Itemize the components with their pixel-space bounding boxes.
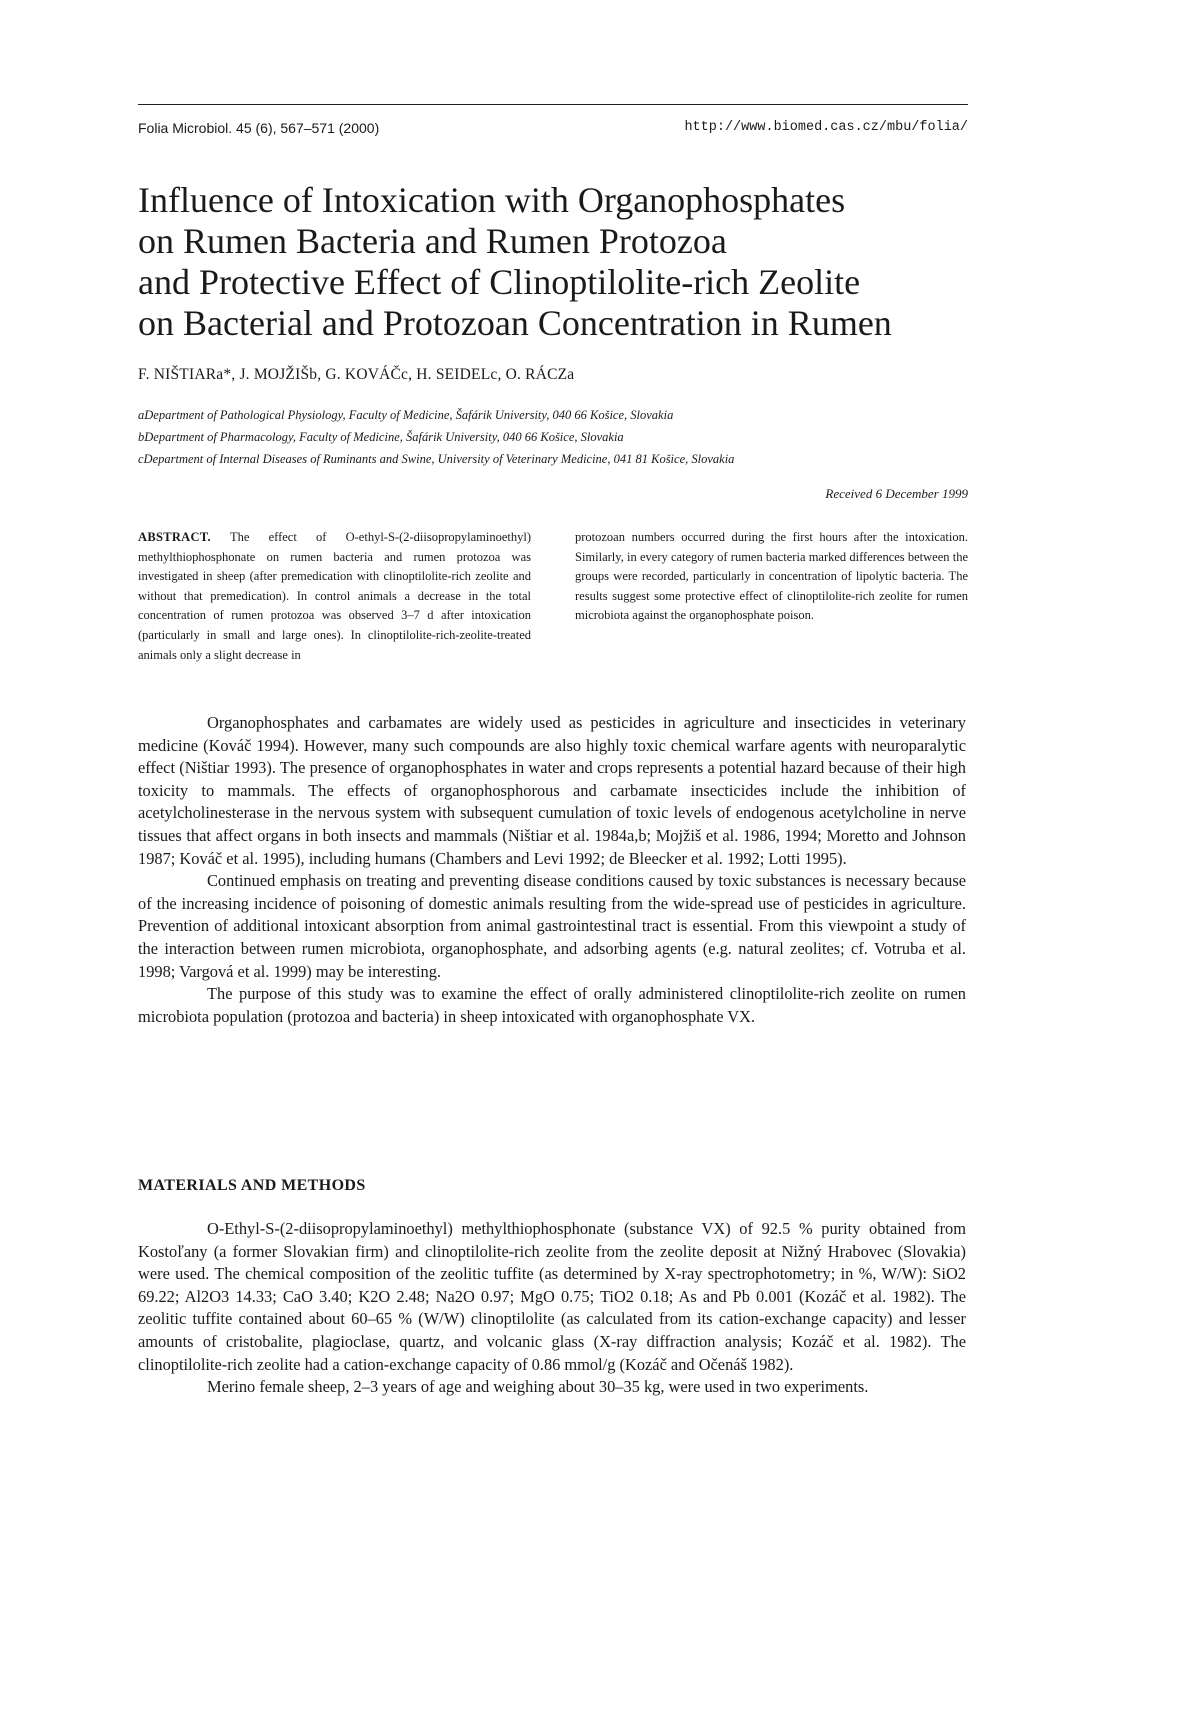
abstract-label: ABSTRACT. — [138, 530, 211, 544]
journal-citation: Folia Microbiol. 45 (6), 567–571 (2000) — [138, 120, 380, 136]
author-list: F. NIŠTIARa*, J. MOJŽIŠb, G. KOVÁČc, H. SEIDELc, O. RÁCZa — [138, 366, 575, 383]
body-paragraph: Organophosphates and carbamates are widely used as pesticides in agriculture and insecticides in veterinary medicine (Kováč 1994). However, many such compounds are also highly toxic chemical warfare agents with neuroparalytic effect (Ništiar 1993). The presence of organophosphates in water and crops represents a potential hazard because of their high toxicity to mammals. The effects of organophosphorous and carbamate insecticides include the inhibition of acetylcholinesterase in the nervous system with subsequent cumulation of toxic levels of endogenous acetylcholine in nerve tissues that affect organs in both insects and mammals (Ništiar et al. 1984a,b; Mojžiš et al. 1986, 1994; Moretto and Johnson 1987; Kováč et al. 1995), including humans (Chambers and Levi 1992; de Bleecker et al. 1992; Lotti 1995). — [138, 713, 966, 868]
body-paragraph: The purpose of this study was to examine the effect of orally administered clinoptilolite-rich zeolite on rumen microbiota population (protozoa and bacteria) in sheep intoxicated with organophosphate VX. — [138, 984, 966, 1026]
affiliations — [138, 404, 978, 470]
title-line: on Rumen Bacteria and Rumen Protozoa — [138, 221, 727, 261]
affiliation: cDepartment of Internal Diseases of Ruminants and Swine, University of Veterinary Medicine, 041 81 Košice, Slovakia — [138, 452, 735, 466]
methods-section — [138, 1218, 966, 1399]
header-rule — [138, 104, 968, 105]
section-heading: MATERIALS AND METHODS — [138, 1177, 366, 1194]
affiliation: bDepartment of Pharmacology, Faculty of Medicine, Šafárik University, 040 66 Košice, Slovakia — [138, 430, 624, 444]
page-header — [138, 120, 968, 142]
title-line: Influence of Intoxication with Organophosphates — [138, 180, 846, 220]
article-title — [138, 180, 988, 344]
received-date: Received 6 December 1999 — [825, 486, 968, 501]
abstract-text: The effect of O-ethyl-S-(2-diisopropylaminoethyl) methylthiophosphonate on rumen bacteria and rumen protozoa was investigated in sheep (after premedication with clinoptilolite-rich zeolite and without that premedication). In control animals a decrease in the total concentration of rumen protozoa was observed 3–7 d after intoxication (particularly in small and large ones). In clinoptilolite-rich-zeolite-treated animals only a slight decrease in — [138, 530, 531, 662]
body-paragraph: O-Ethyl-S-(2-diisopropylaminoethyl) methylthiophosphonate (substance VX) of 92.5 % purity obtained from Kostoľany (a former Slovakian firm) and clinoptilolite-rich zeolite from the zeolite deposit at Nižný Hrabovec (Slovakia) were used. The chemical composition of the zeolitic tuffite (as determined by X-ray spectrophotometry; in %, W/W): SiO2 69.22; Al2O3 14.33; CaO 3.40; K2O 2.48; Na2O 0.97; MgO 0.75; TiO2 0.18; As and Pb 0.001 (Kozáč et al. 1982). The zeolitic tuffite contained about 60–65 % (W/W) clinoptilolite (as calculated from its cation-exchange capacity) and lesser amounts of cristobalite, plagioclase, quartz, and volcanic glass (X-ray diffraction analysis; Kozáč et al. 1982). The clinoptilolite-rich zeolite had a cation-exchange capacity of 0.86 mmol/g (Kozáč and Očenáš 1982). — [138, 1219, 966, 1374]
title-line: on Bacterial and Protozoan Concentration in Rumen — [138, 303, 892, 343]
abstract-column-right — [575, 528, 968, 626]
body-paragraph: Merino female sheep, 2–3 years of age and weighing about 30–35 kg, were used in two experiments. — [207, 1377, 869, 1397]
title-line: and Protective Effect of Clinoptilolite-rich Zeolite — [138, 262, 861, 302]
abstract-text: protozoan numbers occurred during the first hours after the intoxication. Similarly, in every category of rumen bacteria marked differences between the groups were recorded, particularly in concentration of lipolytic bacteria. The results suggest some protective effect of clinoptilolite-rich zeolite for rumen microbiota against the organophosphate poison. — [575, 530, 968, 623]
body-paragraph: Continued emphasis on treating and preventing disease conditions caused by toxic substances is necessary because of the increasing incidence of poisoning of domestic animals resulting from the wide-spread use of pesticides in agriculture. Prevention of additional intoxicant absorption from animal gastrointestinal tract is essential. From this viewpoint a study of the interaction between rumen microbiota, organophosphate, and adsorbing agents (e.g. natural zeolites; cf. Votruba et al. 1998; Vargová et al. 1999) may be interesting. — [138, 871, 966, 981]
journal-url[interactable]: http://www.biomed.cas.cz/mbu/folia/ — [684, 120, 968, 135]
introduction — [138, 712, 966, 1028]
affiliation: aDepartment of Pathological Physiology, Faculty of Medicine, Šafárik University, 040 66 Košice, Slovakia — [138, 408, 674, 422]
abstract-column-left — [138, 528, 531, 665]
